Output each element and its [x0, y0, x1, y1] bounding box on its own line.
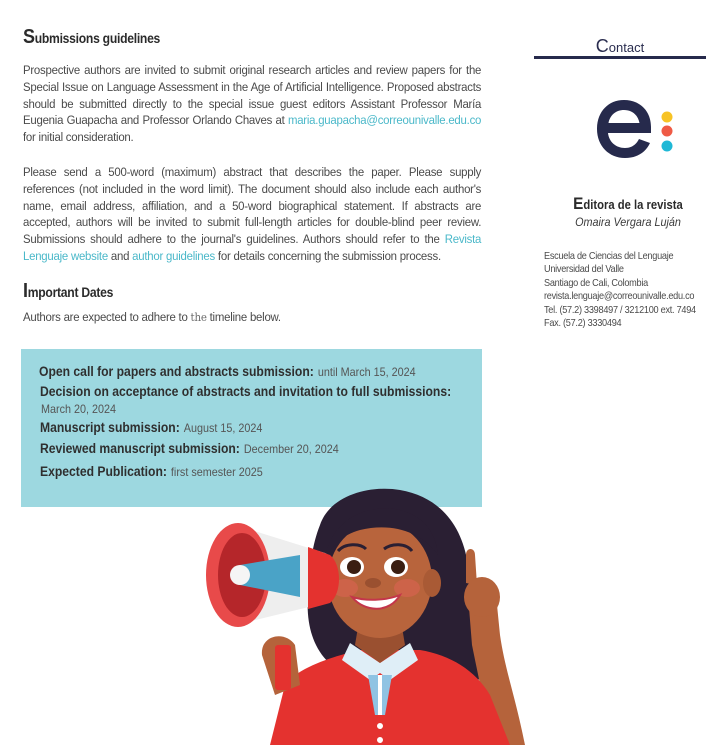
date-value: August 15, 2024 [183, 421, 263, 435]
heading-rest: ubmissions guidelines [34, 31, 161, 46]
heading-initial: I [23, 280, 28, 302]
important-dates-box [21, 349, 482, 507]
date-item-manuscript [40, 419, 262, 437]
intro-the: the [190, 311, 207, 324]
submissions-paragraph-1 [23, 62, 481, 146]
author-guidelines-link[interactable]: author guidelines [132, 248, 215, 263]
paragraph-tail: for details concerning the submission process. [217, 248, 441, 263]
heading-rest: ontact [608, 40, 645, 55]
sweater-button [377, 737, 383, 743]
sweater-button [377, 723, 383, 729]
contact-fax: Fax. (57.2) 3330494 [544, 318, 622, 330]
date-value: first semester 2025 [170, 465, 263, 479]
intro-tail: timeline below. [209, 310, 281, 324]
submissions-paragraph-2 [23, 164, 481, 265]
address-city: Santiago de Cali, Colombia [544, 277, 648, 289]
date-label: Expected Publication: [40, 464, 167, 479]
contact-divider [534, 56, 706, 59]
date-value: December 20, 2024 [243, 442, 339, 456]
date-label: Reviewed manuscript submission: [40, 441, 240, 456]
guest-editor-email-link[interactable]: maria.guapacha@correounivalle.edu.co [287, 113, 482, 128]
date-value: until March 15, 2024 [317, 365, 416, 379]
pupil-right [391, 560, 405, 574]
pupil-left [347, 560, 361, 574]
date-item-open-call [39, 363, 416, 381]
logo-dot-cyan [662, 141, 673, 152]
paragraph-text: Prospective authors are invited to submit original research articles and review papers for the Special Issue on Language Assessment in the Age of Artificial Intelligence. Proposed abstracts should be submitted directly to the special issue guest editors Assistant Professor María Eugenia Guapacha and Professor Orlando Chaves at [23, 63, 482, 128]
date-item-reviewed [40, 440, 339, 458]
address-school: Escuela de Ciencias del Lenguaje [544, 251, 674, 262]
contact-phone: Tel. (57.2) 3398497 / 3212100 ext. 7494 [544, 304, 696, 316]
intro-text: Authors are expected to adhere to [23, 310, 188, 324]
editor-heading [543, 194, 712, 214]
submissions-heading [23, 26, 160, 49]
ear [423, 569, 441, 597]
important-dates-heading [23, 280, 113, 303]
megaphone-handle [275, 645, 291, 690]
raised-fist [464, 577, 500, 617]
dates-intro [23, 309, 481, 327]
logo-letter-e [597, 100, 651, 158]
heading-rest: mportant Dates [27, 285, 114, 300]
woman-with-megaphone-illustration [200, 485, 540, 745]
contact-heading [534, 36, 706, 57]
paragraph-text: Please send a 500-word (maximum) abstract that describes the paper. Please supply references (not included in the word limit). The document should also include each author's name, email address, affiliation, and a 50-word biographical statement. If abstracts are accepted, authors will be invited to submit full-length articles for double-blind peer review. Submissions should adhere to the journal's guidelines. Authors should refer to the [23, 165, 482, 247]
paragraph-tail: for initial consideration. [23, 130, 134, 145]
address-university: Universidad del Valle [544, 264, 624, 276]
nose [365, 578, 381, 588]
heading-initial: S [23, 26, 35, 48]
date-item-publication [40, 463, 263, 481]
paragraph-conjunction: and [110, 248, 130, 263]
revista-website-link[interactable]: Revista Lenguaje website [23, 232, 482, 263]
logo-dot-yellow [662, 112, 673, 123]
contact-address [544, 250, 696, 330]
cheek-right [394, 579, 420, 597]
megaphone-driver [230, 565, 250, 585]
date-item-decision [40, 383, 451, 401]
date-item-decision-value [41, 400, 116, 418]
heading-initial: C [595, 36, 609, 56]
date-label: Decision on acceptance of abstracts and invitation to full submissions: [40, 384, 452, 399]
logo-dot-red [662, 126, 673, 137]
heading-initial: E [573, 194, 584, 213]
contact-email-link[interactable]: revista.lenguaje@correounivalle.edu.co [544, 291, 695, 303]
date-label: Manuscript submission: [40, 420, 180, 435]
journal-logo-icon [594, 96, 684, 162]
date-value: March 20, 2024 [41, 402, 117, 416]
editor-name: Omaira Vergara Luján [575, 215, 681, 229]
date-label: Open call for papers and abstracts submission: [39, 364, 314, 379]
heading-rest: ditora de la revista [583, 198, 683, 212]
